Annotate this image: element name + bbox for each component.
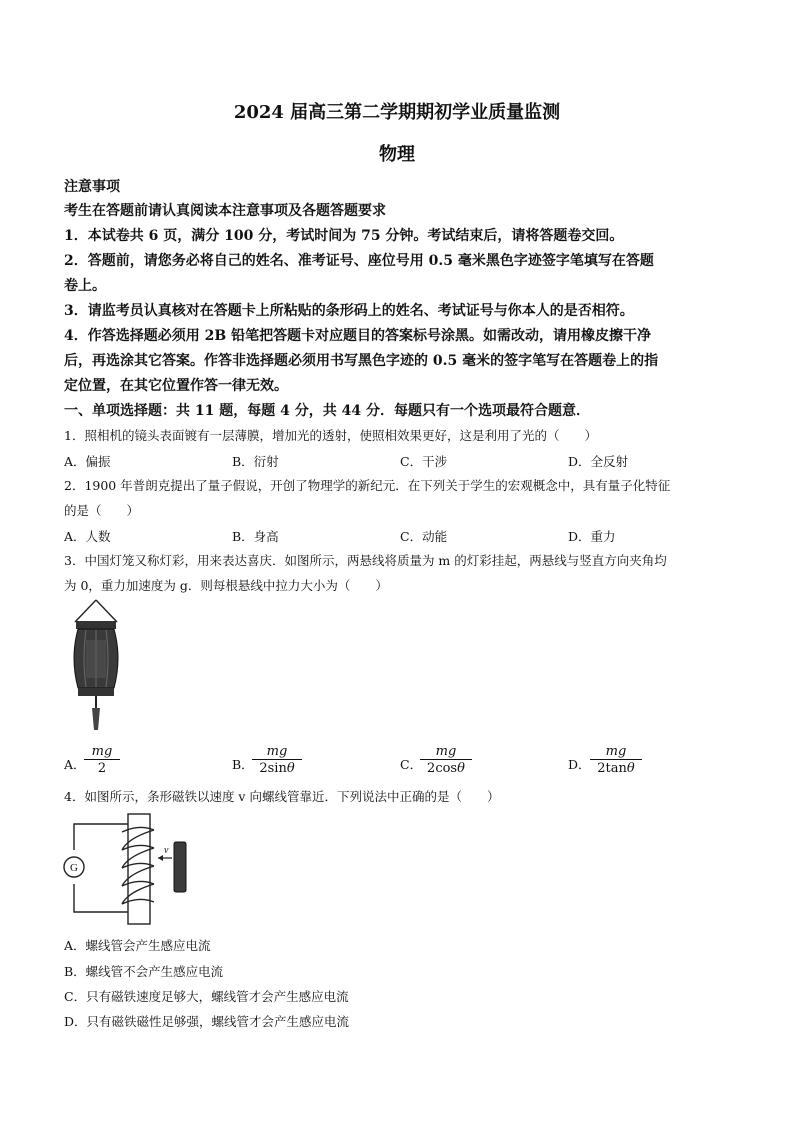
q2-stem-line2: 的是（ ） <box>64 503 140 518</box>
q3-option-a-fraction <box>84 744 120 777</box>
lantern-bottom-cap <box>78 688 114 696</box>
q3-option-a-denominator: 2 <box>97 761 107 776</box>
q3-option-b-numerator: mg <box>252 744 302 760</box>
q2-option-b: B．身高 <box>232 529 279 544</box>
lantern-figure <box>66 596 126 738</box>
q4-option-a: A．螺线管会产生感应电流 <box>64 938 211 953</box>
section-heading: 一、单项选择题：共 11 题，每题 4 分，共 44 分．每题只有一个选项最符合题意． <box>64 403 590 419</box>
notice-heading: 注意事项 <box>64 179 120 195</box>
notice-intro: 考生在答题前请认真阅读本注意事项及各题答题要求 <box>64 203 386 219</box>
q3-option-b-fraction <box>252 744 302 777</box>
q3-option-c-letter: C． <box>400 757 423 772</box>
notice-item: 卷上。 <box>64 278 106 294</box>
galvanometer <box>64 857 84 877</box>
q3-option-d-fraction <box>590 744 642 777</box>
lantern-top-cap <box>76 621 116 629</box>
notice-item: 后，再选涂其它答案。作答非选择题必须用书写黑色字迹的 0.5 毫米的签字笔写在答题卷上的指 <box>64 353 659 369</box>
q3-option-d-denominator: 2tanθ <box>597 761 635 776</box>
velocity-arrow <box>158 845 172 861</box>
q3-stem-line2: 为 0，重力加速度为 g．则每根悬线中拉力大小为（ ） <box>64 578 388 593</box>
exam-subject: 物理 <box>379 144 415 165</box>
q3-option-b-denominator: 2sinθ <box>259 761 295 776</box>
q4-option-b: B．螺线管不会产生感应电流 <box>64 964 224 979</box>
q2-option-d: D．重力 <box>568 529 616 544</box>
q1-option-c: C．干涉 <box>400 454 448 469</box>
q2-option-c: C．动能 <box>400 529 448 544</box>
q4-stem: 4．如图所示，条形磁铁以速度 v 向螺线管靠近．下列说法中正确的是（ ） <box>64 789 500 804</box>
notice-item: 2．答题前，请您务必将自己的姓名、准考证号、座位号用 0.5 毫米黑色字迹签字笔填写在答题 <box>64 253 654 269</box>
exam-title: 2024 届高三第二学期期初学业质量监测 <box>233 102 561 123</box>
q3-option-d-letter: D． <box>568 757 591 772</box>
lantern-suspension-lines <box>75 600 117 622</box>
q3-stem-line1: 3．中国灯笼又称灯彩，用来表达喜庆．如图所示，两悬线将质量为 m 的灯彩挂起，两悬线与竖直方向夹角均 <box>64 553 667 568</box>
bar-magnet <box>174 842 186 892</box>
q1-option-d: D．全反射 <box>568 454 629 469</box>
q2-option-a: A．人数 <box>64 529 111 544</box>
q3-option-c-fraction <box>420 744 472 777</box>
velocity-label: v <box>164 845 169 856</box>
notice-item: 定位置，在其它位置作答一律无效。 <box>64 378 288 394</box>
q1-option-a: A．偏振 <box>64 454 111 469</box>
q1-stem: 1．照相机的镜头表面镀有一层薄膜，增加光的透射，使照相效果更好，这是利用了光的（ ） <box>64 428 597 443</box>
galvanometer-label: G <box>70 862 78 874</box>
notice-item: 1．本试卷共 6 页，满分 100 分，考试时间为 75 分钟。考试结束后，请将答题卷交回。 <box>64 228 624 244</box>
q3-option-a-letter: A． <box>64 757 86 772</box>
q3-option-d-numerator: mg <box>590 744 642 760</box>
notice-item: 4．作答选择题必须用 2B 铅笔把答题卡对应题目的答案标号涂黑。如需改动，请用橡皮擦干净 <box>64 328 652 344</box>
q3-option-c-numerator: mg <box>420 744 472 760</box>
notice-item: 3．请监考员认真核对在答题卡上所粘贴的条形码上的姓名、考试证号与你本人的是否相符。 <box>64 303 634 319</box>
q2-stem-line1: 2．1900 年普朗克提出了量子假说，开创了物理学的新纪元．在下列关于学生的宏观概念中，具有量子化特征 <box>64 478 671 493</box>
q4-option-c: C．只有磁铁速度足够大，螺线管才会产生感应电流 <box>64 989 349 1004</box>
solenoid-figure <box>62 810 202 928</box>
q3-option-b-letter: B． <box>232 757 254 772</box>
q3-option-c-denominator: 2cosθ <box>427 761 465 776</box>
q3-option-a-numerator: mg <box>84 744 120 760</box>
q4-option-d: D．只有磁铁磁性足够强，螺线管才会产生感应电流 <box>64 1014 350 1029</box>
lantern-tassel <box>92 708 100 730</box>
q1-option-b: B．衍射 <box>232 454 279 469</box>
